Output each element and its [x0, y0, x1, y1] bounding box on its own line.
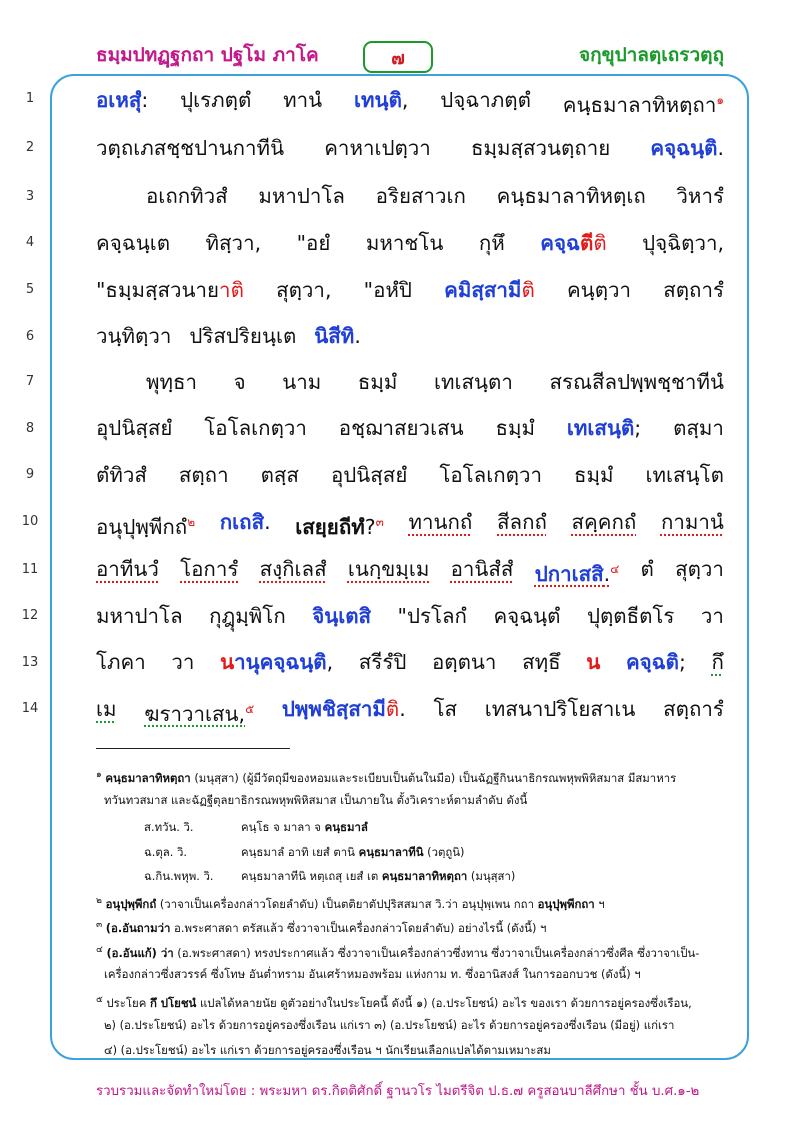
- footnote-term: กึ ปโยชนํ: [149, 995, 197, 1010]
- word: ปุจฺฉิตฺวา,: [642, 231, 724, 255]
- footnote-result: อนุปุพฺพีกถา: [537, 896, 595, 911]
- analysis-tail: (มนุสฺสา): [467, 869, 516, 883]
- word: น: [586, 650, 601, 674]
- word: า: [219, 278, 231, 302]
- word: ;: [634, 416, 642, 440]
- word: "ปรโลกํ: [397, 604, 467, 628]
- word: .: [354, 324, 361, 348]
- word: ปกาเสสิ: [534, 561, 604, 586]
- analysis-result: คนฺธมาลํ: [324, 820, 368, 834]
- text-line-1: [96, 88, 724, 117]
- footnote-mark: ๔: [96, 945, 103, 955]
- line-number: 11: [21, 562, 39, 577]
- word: เนกฺขมฺเม: [347, 557, 430, 581]
- word: สตฺถารํ: [663, 697, 724, 721]
- analysis-row: [241, 820, 368, 834]
- line-number: 4: [25, 235, 35, 250]
- footnote-text: (วาจาเป็นเครื่องกล่าวโดยลำดับ) เป็นตติยาตัปปุริสสมาส วิ.ว่า อนุปุพฺเพน กถา: [156, 896, 538, 911]
- word: นาม: [282, 370, 322, 394]
- word: เทเสนฺโต: [645, 463, 724, 487]
- header-story-title: จกฺขุปาลตฺเถรวตฺถุ: [578, 44, 724, 66]
- word: วตฺถเภสชฺชปานกาทีนิ: [96, 136, 285, 160]
- line-number: 9: [25, 467, 35, 482]
- footnote-2: [96, 894, 605, 911]
- word: เสยฺยถีทํ: [295, 514, 365, 539]
- footnote-4: [96, 943, 699, 960]
- word: คนฺตฺวา: [566, 278, 632, 302]
- word: สุตฺวา: [675, 557, 724, 581]
- text-line-13: [96, 650, 724, 674]
- footnote-text: (อ.พระศาสดา) ทรงประกาศแล้ว ซึ่งวาจาเป็นเครื่องกล่าวซึ่งทาน ซึ่งวาจาเป็นเครื่องกล่าวซึ่งศีล ซึ่งวาจาเป็น-: [173, 945, 700, 960]
- line-number: 2: [25, 140, 35, 155]
- word: กุฎุมฺพิโก: [209, 604, 286, 628]
- footnote-text: อ.พระศาสดา ตรัสแล้ว ซึ่งวาจาเป็นเครื่องกล่าวโดยลำดับ) อย่างไรนี้ (ดังนี้) ฯ: [170, 920, 547, 935]
- word: "อหํปิ: [363, 278, 412, 302]
- word: คจฺฉนฺตํ: [493, 604, 561, 628]
- word: านุคจฺฉนฺติ: [234, 650, 327, 674]
- word: วา: [700, 604, 724, 628]
- line-number: 10: [21, 514, 39, 529]
- word: คนฺธมาลาทิหตฺถา: [562, 92, 717, 117]
- analysis-text: คนฺธมาลํ อาทิ เยสํ ตานิ: [241, 845, 359, 859]
- word: ตสฺมา: [673, 416, 724, 440]
- word: เทเสนฺตา: [433, 370, 513, 394]
- word: ,: [326, 650, 334, 674]
- word: สตฺถา: [178, 463, 229, 487]
- analysis-row: [241, 845, 465, 859]
- word: สีลกถํ: [497, 510, 547, 534]
- word: มหาปาโล: [96, 604, 183, 628]
- footnote-term: คนฺธมาลาทิหตฺถา: [105, 770, 191, 785]
- word: สุตฺวา,: [276, 278, 332, 302]
- word: เทสนาปริโยสาเน: [484, 697, 636, 721]
- word: ปุตฺตธีตโร: [586, 604, 675, 628]
- footnote-tail: ฯ: [594, 896, 605, 911]
- word: สงฺกิเลสํ: [259, 557, 327, 581]
- footnote-mark: ๕: [96, 995, 103, 1005]
- text-line-10: [96, 510, 724, 539]
- word: สรณสีลปพฺพชฺชาทีนํ: [549, 370, 724, 394]
- word: อเหสุํ: [96, 88, 142, 112]
- word: อริยสาวเก: [375, 184, 466, 208]
- word: ทานํ: [283, 88, 323, 112]
- word: ติ: [593, 231, 607, 255]
- footnote-mark: ๒: [96, 896, 102, 906]
- footnote-3: [96, 918, 546, 935]
- word: .: [717, 136, 724, 160]
- text-line-9: [96, 463, 724, 487]
- word: สตฺถารํ: [663, 278, 724, 302]
- word: อเถกทิวสํ: [146, 184, 228, 208]
- word: สทฺธึ: [522, 650, 561, 674]
- word: ติ: [385, 697, 400, 721]
- word: ธมฺมสฺสวนตฺถาย: [470, 136, 611, 160]
- analysis-result: คนฺธมาลาทิหตฺถา: [381, 869, 468, 883]
- analysis-abbr: ฉ.กิน.พหุพ. วิ.: [144, 869, 214, 883]
- word: อตฺตนา: [431, 650, 497, 674]
- word: เทเสนฺติ: [566, 416, 635, 440]
- footnote-text: (มนุสฺสา) (ผู้มีวัตถุมีของหอมและระเบียบเป็นต้นในมือ) เป็นฉัฏฐีกินนาธิกรณพหุพพิหิสมาส มีสมาหาร: [190, 770, 677, 785]
- word: ปุเรภตฺตํ: [180, 88, 252, 112]
- word: จ: [233, 370, 246, 394]
- footnote-5: [96, 993, 692, 1010]
- analysis-result: คนฺธมาลาทีนิ: [358, 845, 424, 859]
- analysis-abbr: ส.ทวัน. วิ.: [144, 820, 194, 834]
- text-line-7: [146, 370, 724, 394]
- footnote-mark: ๑: [716, 93, 724, 107]
- footnote-5-line-3: ๔) (อ.ประโยชน์) อะไร แก่เรา ด้วยการอยู่ครองซึ่งเรือน ฯ นักเรียนเลือกแปลได้ตามเหมาะสม: [104, 1043, 551, 1057]
- word: นิสีทิ: [314, 324, 355, 348]
- line-number: 6: [25, 329, 35, 344]
- word: ติ: [230, 278, 244, 302]
- page-footer: รวบรวมและจัดทำใหม่โดย : พระมหา ดร.กิตติศักดิ์ ฐานวโร ไมตรีจิต ป.ธ.๗ ครูสอนบาลีศึกษา ชั้น บ.ศ.๑-๒: [96, 1084, 700, 1099]
- analysis-abbr: ฉ.ตุล. วิ.: [144, 845, 188, 859]
- word: ;: [678, 650, 686, 674]
- footnote-4-line-2: เครื่องกล่าวซึ่งสวรรค์ ซึ่งโทษ อันต่ำทราม อันเศร้าหมองพร้อม แห่งกาม ท. ซึ่งอานิสงส์ ในการออกบวช (ดังนี้) ฯ: [104, 967, 641, 981]
- word: "ธมฺมสฺสวนาย: [96, 278, 220, 302]
- word: อนุปุพฺพีกถํ: [96, 514, 188, 539]
- word: สรีรํปิ: [358, 650, 407, 674]
- word: ทิสฺวา,: [205, 231, 262, 255]
- footnote-1-line-2: ทวันทวสมาส และฉัฏฐีตุลยาธิกรณพหุพพิหิสมาส เป็นภายใน ตั้งวิเคราะห์ตามลำดับ ดังนี้: [104, 793, 528, 807]
- footnote-5-line-2: ๒) (อ.ประโยชน์) อะไร ด้วยการอยู่ครองซึ่งเรือน แก่เรา ๓) (อ.ประโยชน์) อะไร ด้วยการอยู่ครองซึ่งเรือน (มีอยู่) แก่เรา: [104, 1018, 675, 1032]
- footnote-mark: ๑: [96, 770, 102, 780]
- text-line-2: [96, 136, 724, 160]
- line-number: 5: [25, 282, 35, 297]
- word: สคฺคกถํ: [571, 510, 637, 534]
- word: อานิสํสํ: [450, 557, 514, 581]
- analysis-text: คนฺธมาลาทีนิ หตฺเถสุ เยสํ เต: [241, 869, 382, 883]
- footnote-1: [96, 768, 676, 785]
- word: ธมฺมํ: [357, 370, 398, 394]
- word: .: [264, 510, 271, 534]
- word: เม: [96, 697, 117, 721]
- word: จินฺเตสิ: [312, 604, 372, 628]
- header-title: ธมฺมปทฏฺฐกถา ปฐโม ภาโค: [96, 44, 319, 66]
- footnote-mark: ๓: [96, 920, 103, 930]
- word: ตี: [580, 231, 594, 255]
- line-number: 3: [25, 189, 35, 204]
- word: วนฺทิตฺวา: [96, 324, 172, 348]
- word: อาทีนวํ: [96, 557, 159, 581]
- word: มหาปาโล: [258, 184, 345, 208]
- word: "อยํ: [296, 231, 331, 255]
- footnote-mark: ๕: [245, 702, 255, 716]
- text-line-12: [96, 604, 724, 628]
- word: ธมฺมํ: [573, 463, 614, 487]
- word: โอโลเกตฺวา: [439, 463, 542, 487]
- word: คมิสฺสามี: [444, 278, 522, 302]
- line-number: 8: [25, 421, 35, 436]
- text-line-11: [96, 557, 724, 586]
- word: ,: [401, 88, 409, 112]
- line-number: 14: [21, 701, 39, 716]
- word: ตํ: [640, 557, 654, 581]
- word: โภคา: [96, 650, 146, 674]
- line-number: 1: [25, 91, 35, 106]
- word: คาหาเปตฺวา: [324, 136, 431, 160]
- footnote-divider: [96, 748, 290, 749]
- word: .: [603, 561, 611, 586]
- word: กุหึ: [478, 231, 505, 255]
- word: โส: [433, 697, 458, 721]
- word: ?: [364, 514, 376, 539]
- word: วิหารํ: [676, 184, 724, 208]
- word: กามานํ: [660, 510, 724, 534]
- footnote-term: (อ.อันถามว่า: [105, 920, 171, 935]
- text-line-8: [96, 416, 724, 440]
- footnote-mark: ๓: [375, 515, 384, 529]
- text-line-14: [96, 697, 724, 726]
- line-number: 7: [25, 374, 35, 389]
- word: คจฺฉ: [540, 231, 580, 255]
- footnote-mark: ๒: [187, 515, 196, 529]
- word: .: [399, 697, 406, 721]
- text-line-3: [146, 184, 724, 208]
- footnote-text: แปลได้หลายนัย ดูตัวอย่างในประโยคนี้ ดังนี้ ๑) (อ.ประโยชน์) อะไร ของเรา ด้วยการอยู่ครองซึ่งเรือน,: [196, 995, 692, 1010]
- footnote-term: อนุปุพฺพีกถํ: [105, 896, 157, 911]
- line-number: 13: [21, 655, 39, 670]
- word: กึ: [711, 650, 724, 674]
- footnote-mark: ๔: [610, 562, 620, 576]
- footnote-pre: ประโยค: [102, 995, 150, 1010]
- footnote-term: (อ.อันแก้) ว่า: [106, 945, 174, 960]
- word: กเถสิ: [219, 510, 265, 534]
- word: คจฺฉนฺเต: [96, 231, 171, 255]
- word: ปริสปริยนฺเต: [189, 324, 297, 348]
- word: ทานกถํ: [408, 510, 473, 534]
- word: ตสฺส: [260, 463, 299, 487]
- word: ติ: [521, 278, 535, 302]
- word: ปจฺฉาภตฺตํ: [440, 88, 531, 112]
- text-line-4: [96, 231, 724, 255]
- word: ปพฺพชิสฺสามี: [281, 697, 386, 721]
- text-line-6: [96, 324, 724, 348]
- word: ธมฺมํ: [495, 416, 536, 440]
- word: โอโลเกตฺวา: [204, 416, 307, 440]
- word: คจฺฉติ: [625, 650, 679, 674]
- analysis-text: คนฺโธ จ มาลา จ: [241, 820, 325, 834]
- word: คนฺธมาลาทิหตฺเถ: [496, 184, 646, 208]
- word: ฆราวาเสน,: [144, 701, 246, 726]
- word: คจฺฉนฺติ: [650, 136, 718, 160]
- word: :: [141, 88, 149, 112]
- analysis-row: [241, 869, 515, 883]
- word: พุทฺธา: [146, 370, 198, 394]
- page-number: ๗: [363, 41, 433, 73]
- word: อุปนิสฺสยํ: [330, 463, 408, 487]
- text-line-5: [96, 278, 724, 302]
- word: ตํทิวสํ: [96, 463, 147, 487]
- word: อชฺฌาสยวเสน: [338, 416, 464, 440]
- word: วา: [171, 650, 195, 674]
- word: น: [220, 650, 235, 674]
- analysis-tail: (วตฺถูนิ): [423, 845, 465, 859]
- word: อุปนิสฺสยํ: [96, 416, 173, 440]
- word: มหาชโน: [365, 231, 444, 255]
- line-number: 12: [21, 608, 39, 623]
- word: เทนฺติ: [354, 88, 402, 112]
- word: โอการํ: [180, 557, 239, 581]
